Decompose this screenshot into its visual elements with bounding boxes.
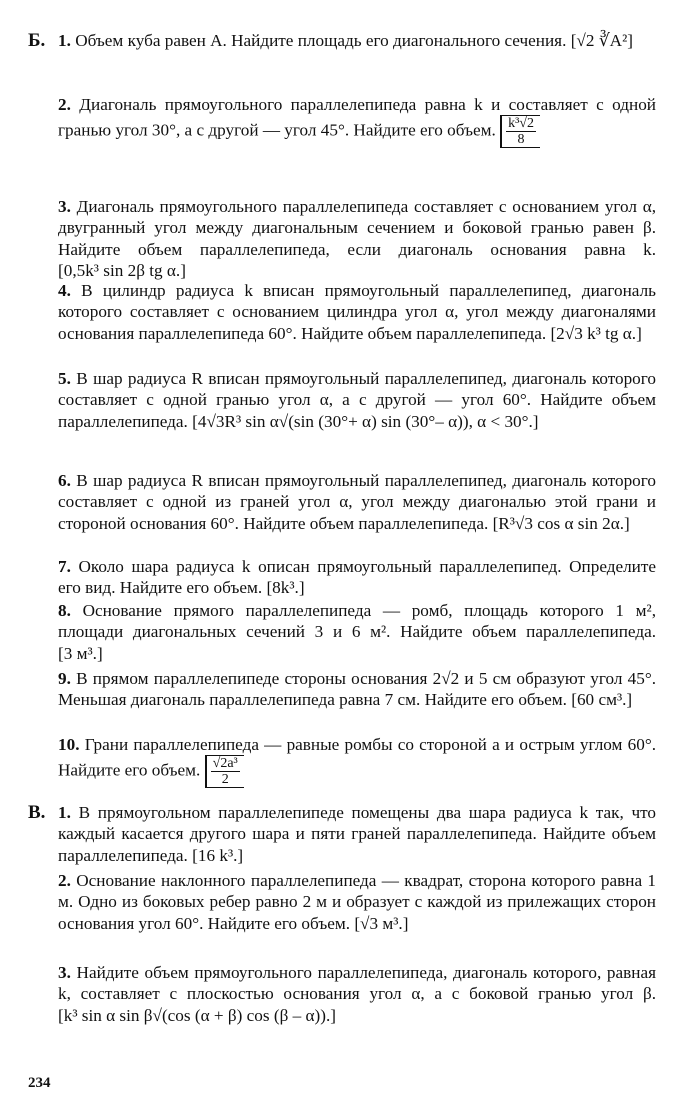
problem-answer: [0,5k³ sin 2β tg α.] [58,261,186,281]
problem-number: 9. [58,669,71,688]
problem-text: В шар радиуса R вписан прямоугольный параллелепипед, диагональ которого составляет с одной из граней угол α, угол между диагональю этой грани и стороной основания 60°. Найдите объем параллелепипеда. [58,471,656,533]
problem-answer: [16 k³.] [192,845,244,865]
answer-bracket [500,115,540,148]
problem-b2 [58,94,656,148]
problem-text: Диагональ прямоугольного параллелепипеда равна k и составляет с одной гранью угол 30°, а с другой — угол 45°. Найдите его объем. [58,95,657,140]
problem-answer: [60 см³.] [571,690,633,710]
problem-text: Найдите объем прямоугольного параллелепипеда, диагональ которого, равная k, составляет с плоскостью основания угол α, а с боковой гранью угол β. [58,963,657,1004]
problem-answer: [2√3 k³ tg α.] [550,323,642,343]
fraction-numerator: k³√2 [508,116,534,132]
problem-b6 [58,470,656,534]
problem-answer: [k³ sin α sin β√(cos (α + β) cos (β – α)).] [58,1005,337,1025]
problem-number: 10. [58,735,80,754]
problem-v1 [58,802,656,866]
problem-text: Объем куба равен A. Найдите площадь его диагонального сечения. [75,31,567,50]
answer-fraction [506,116,536,147]
problem-number: 6. [58,471,71,490]
page-number: 234 [28,1075,51,1091]
problem-text: Основание наклонного параллелепипеда — квадрат, сторона которого равна 1 м. Одно из боковых ребер равно 2 м и образует с каждой из прилежащих сторон основания угол 60°. Найдите его объем. [58,871,657,933]
problem-text: В шар радиуса R вписан прямоугольный параллелепипед, диагональ которого составляет с одной гранью угол α, а с другой — угол 60°. Найдите объем параллелепипеда. [58,369,656,431]
fraction-denominator: 2 [221,772,229,788]
problem-answer: [√2 ∛A²] [570,31,633,50]
problem-answer: [3 м³.] [58,643,103,663]
problem-number: 4. [58,281,71,300]
problem-number: 8. [58,601,71,620]
problem-b4 [58,280,656,344]
answer-bracket [205,755,244,788]
problem-b8 [58,600,656,664]
problem-number: 3. [58,197,71,216]
answer-fraction [211,756,240,787]
problem-text: В прямоугольном параллелепипеде помещены два шара радиуса k так, что каждый касается другого шара и пяти граней параллелепипеда. Найдите объем параллелепипеда. [58,803,657,865]
problem-text: Диагональ прямоугольного параллелепипеда составляет с основанием угол α, двугранный угол между диагональным сечением и боковой гранью равен β. Найдите объем параллелепипеда, если диагональ основания равна k. [58,197,657,259]
fraction-denominator: 8 [517,132,525,148]
problem-number: 2. [58,871,71,890]
problem-text: В цилиндр радиуса k вписан прямоугольный параллелепипед, диагональ которого составляет с основанием цилиндра угол α, угол между диагоналями основания параллелепипеда 60°. Найдите объем параллелепипеда. [58,281,657,343]
problem-answer: [4√3R³ sin α√(sin (30°+ α) sin (30°– α)), α < 30°.] [192,411,539,431]
problem-number: 1. [58,31,71,50]
section-b-label: Б. [28,30,46,51]
problem-b9 [58,668,656,711]
problem-v2 [58,870,656,934]
problem-text: Около шара радиуса k описан прямоугольный параллелепипед. Определите его вид. Найдите его объем. [58,557,657,598]
problem-text: Грани параллелепипеда — равные ромбы со стороной a и острым углом 60°. Найдите его объем. [58,735,656,780]
fraction-numerator: √2a³ [212,756,238,772]
section-v-label: В. [28,802,46,823]
problem-b7 [58,556,656,599]
problem-number: 1. [58,803,71,822]
problem-b10 [58,734,656,788]
problem-answer: [√3 м³.] [354,913,409,933]
problem-text: Основание прямого параллелепипеда — ромб, площадь которого 1 м², площади диагональных сечений 3 и 6 м². Найдите объем параллелепипеда. [58,601,657,642]
problem-answer: [8k³.] [266,578,305,598]
problem-text: В прямом параллелепипеде стороны основания 2√2 и 5 см образуют угол 45°. Меньшая диагональ параллелепипеда равна 7 см. Найдите его объем. [58,669,656,710]
problem-number: 5. [58,369,71,388]
problem-b1 [58,30,656,51]
problem-b5 [58,368,656,432]
problem-number: 7. [58,557,71,576]
problem-answer: [R³√3 cos α sin 2α.] [492,513,630,533]
problem-number: 2. [58,95,71,114]
problem-b3 [58,196,656,282]
problem-number: 3. [58,963,71,982]
problem-v3 [58,962,656,1026]
